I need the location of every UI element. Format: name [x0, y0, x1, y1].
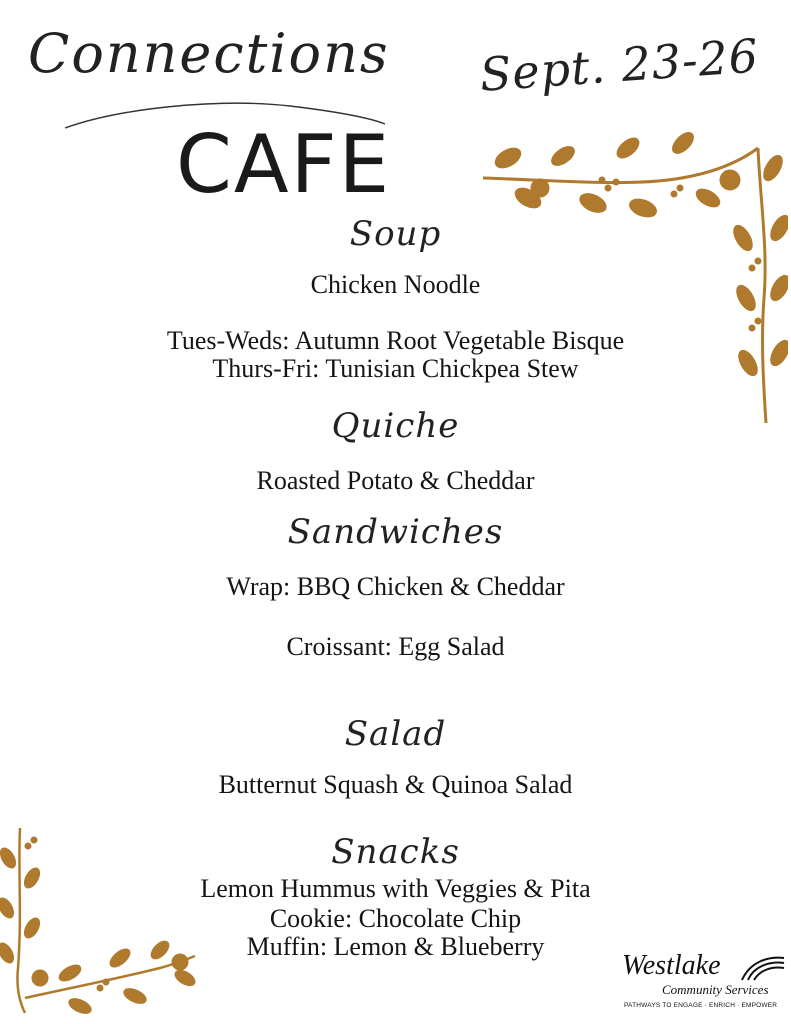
logo-arc-lines [740, 952, 786, 982]
menu-item: Butternut Squash & Quinoa Salad [218, 770, 573, 799]
menu-item: Thurs-Fri: Tunisian Chickpea Stew [212, 354, 579, 383]
logo-name: Westlake [622, 950, 721, 981]
page-title: CAFE [176, 118, 392, 211]
vine-ornament-bottom-left [0, 828, 200, 1018]
section-title-snacks: Snacks [331, 832, 460, 872]
menu-item: Lemon Hummus with Veggies & Pita [200, 874, 591, 903]
brand-script-title: Connections [28, 22, 390, 85]
date-range: Sept. 23-26 [478, 28, 761, 102]
section-title-sandwiches: Sandwiches [287, 512, 504, 552]
logo-tagline: PATHWAYS TO ENGAGE · ENRICH · EMPOWER [624, 1002, 778, 1009]
logo-subtitle: Community Services [662, 982, 769, 997]
menu-item: Chicken Noodle [310, 270, 481, 299]
westlake-logo [622, 950, 787, 1014]
menu-item: Roasted Potato & Cheddar [256, 466, 535, 495]
menu-item: Wrap: BBQ Chicken & Cheddar [226, 572, 565, 601]
menu-item: Tues-Weds: Autumn Root Vegetable Bisque [166, 326, 625, 355]
menu-item: Croissant: Egg Salad [286, 632, 505, 661]
menu-item: Cookie: Chocolate Chip [269, 904, 522, 933]
section-title-quiche: Quiche [331, 406, 460, 446]
section-title-salad: Salad [344, 714, 447, 754]
section-title-soup: Soup [349, 214, 442, 254]
menu-item: Muffin: Lemon & Blueberry [246, 932, 545, 961]
